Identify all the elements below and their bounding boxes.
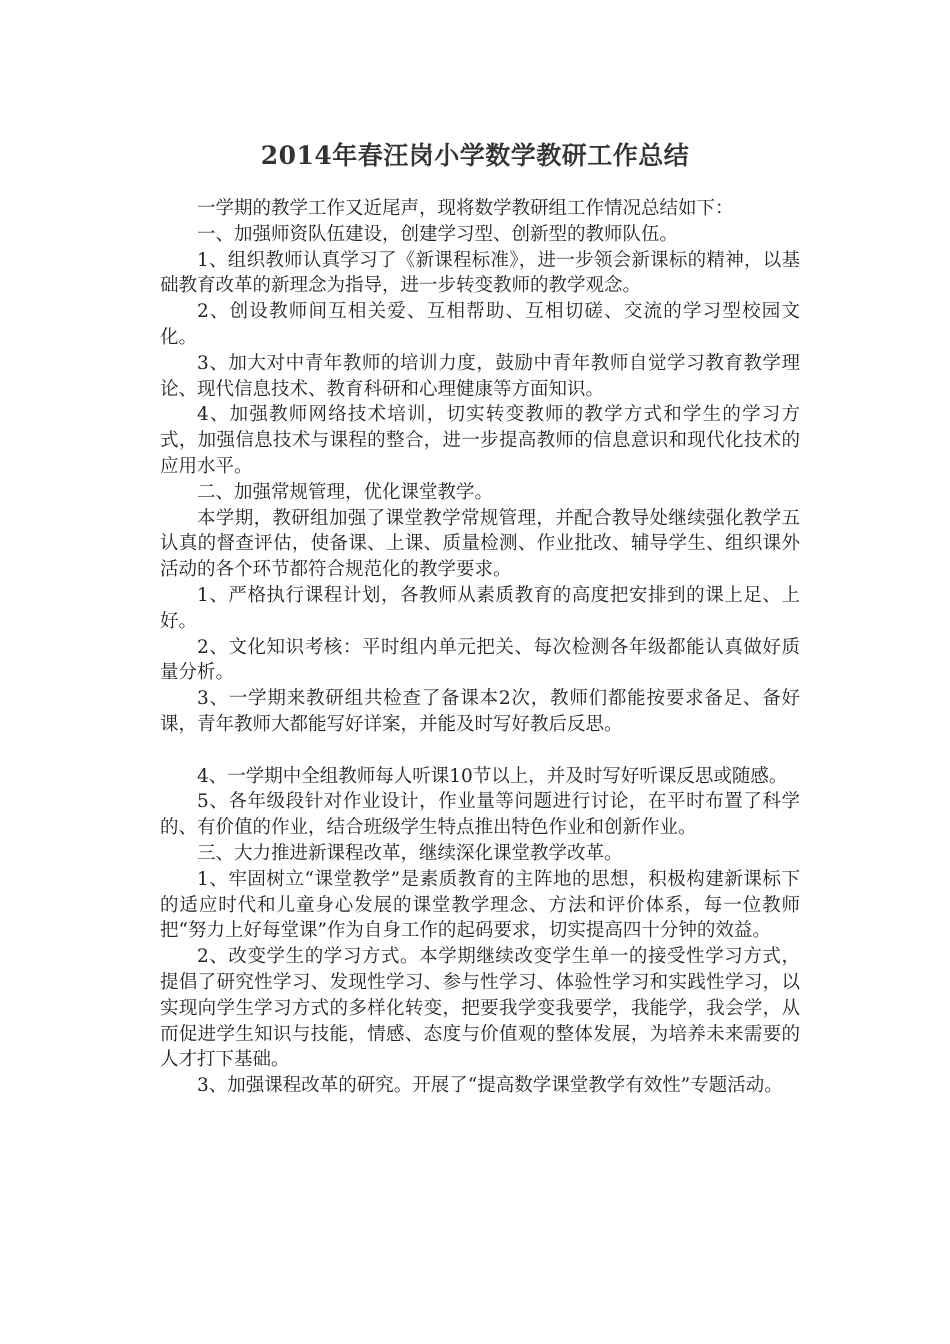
paragraph-3-2: 2、改变学生的学习方式。本学期继续改变学生单一的接受性学习方式，提倡了研究性学习、发现性学习、参与性学习、体验性学习和实践性学习，以实现向学生学习方式的多样化转变，把要我学变我要学，我能学，我会学，从而促进学生知识与技能，情感、态度与价值观的整体发展，为培养未来需要的人才打下基础。	[160, 946, 800, 1071]
paragraph-1-2: 2、创设教师间互相关爱、互相帮助、互相切磋、交流的学习型校园文化。	[160, 301, 800, 348]
paragraph-1-1: 1、组织教师认真学习了《新课程标准》，进一步领会新课标的精神，以基础教育改革的新理念为指导，进一步转变教师的教学观念。	[160, 249, 800, 297]
section-heading-1: 一、加强师资队伍建设，创建学习型、创新型的教师队伍。	[197, 223, 679, 245]
section-heading-2: 二、加强常规管理，优化课堂教学。	[197, 481, 494, 503]
paragraph-1-3: 3、加大对中青年教师的培训力度，鼓励中青年教师自觉学习教育教学理论、现代信息技术、教育科研和心理健康等方面知识。	[160, 352, 800, 400]
paragraph-2-5: 5、各年级段针对作业设计，作业量等问题进行讨论，在平时布置了科学的、有价值的作业，结合班级学生特点推出特色作业和创新作业。	[160, 791, 800, 839]
document-title: 2014年春汪岗小学数学教研工作总结	[260, 141, 690, 170]
paragraph-2-4: 4、一学期中全组教师每人听课10节以上，并及时写好听课反思或随感。	[197, 765, 788, 787]
section-heading-3: 三、大力推进新课程改革，继续深化课堂教学改革。	[197, 842, 623, 864]
paragraph-2-3: 3、一学期来教研组共检查了备课本2次，教师们都能按要求备足、备好课，青年教师大都能写好详案，并能及时写好教后反思。	[160, 688, 800, 735]
paragraph-2-2: 2、文化知识考核：平时组内单元把关、每次检测各年级都能认真做好质量分析。	[160, 636, 800, 684]
paragraph-3-3: 3、加强课程改革的研究。开展了“提高数学课堂教学有效性”专题活动。	[197, 1075, 783, 1097]
paragraph-2-intro: 本学期，教研组加强了课堂教学常规管理，并配合教导处继续强化教学五认真的督查评估，使备课、上课、质量检测、作业批改、辅导学生、组织课外活动的各个环节都符合规范化的教学要求。	[160, 507, 800, 581]
paragraph-1-4: 4、加强教师网络技术培训，切实转变教师的教学方式和学生的学习方式，加强信息技术与课程的整合，进一步提高教师的信息意识和现代化技术的应用水平。	[160, 404, 800, 477]
paragraph-3-1: 1、牢固树立“课堂教学”是素质教育的主阵地的思想，积极构建新课标下的适应时代和儿童身心发展的课堂教学理念、方法和评价体系，每一位教师把“努力上好每堂课”作为自身工作的起码要求，切实提高四十分钟的效益。	[160, 868, 800, 942]
paragraph-2-1: 1、严格执行课程计划，各教师从素质教育的高度把安排到的课上足、上好。	[160, 584, 800, 632]
paragraph-intro: 一学期的教学工作又近尾声，现将数学教研组工作情况总结如下：	[197, 198, 734, 219]
document-body	[160, 196, 800, 1099]
